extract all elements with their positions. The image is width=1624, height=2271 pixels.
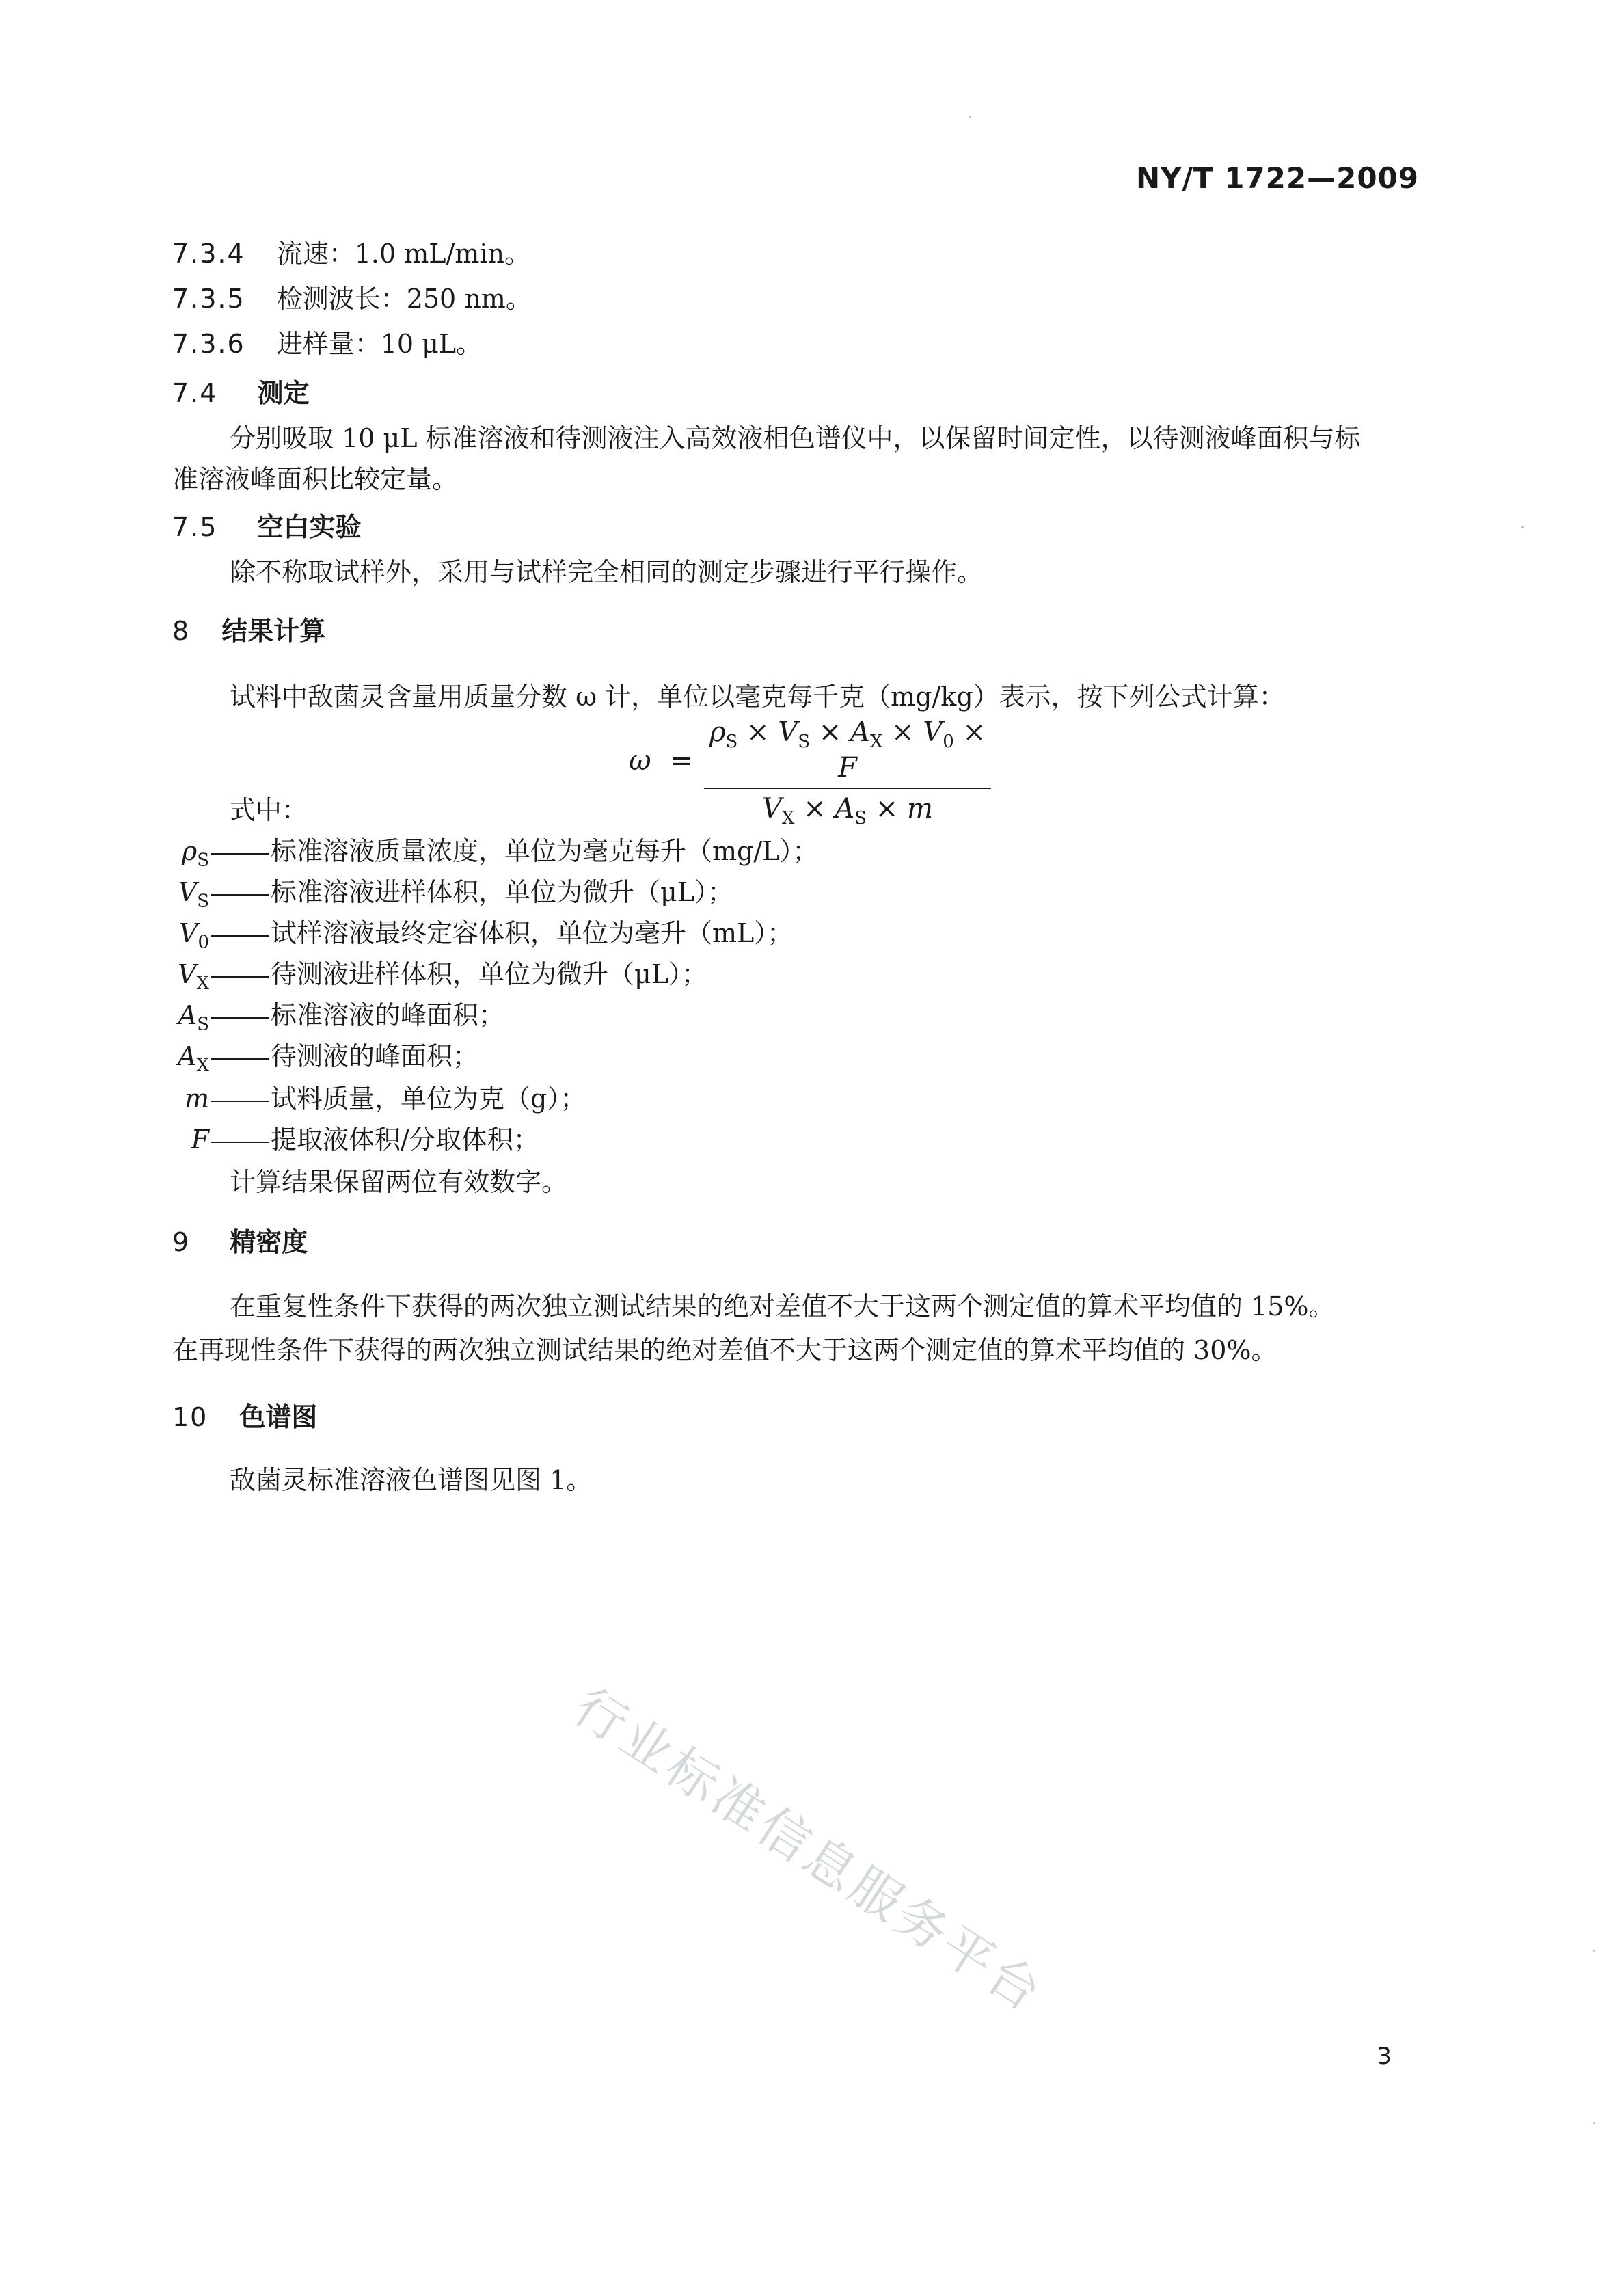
section-number: 9 bbox=[172, 1227, 191, 1257]
variable-v-0 bbox=[148, 920, 793, 952]
paragraph-7-4-line-2: 准溶液峰面积比较定量。 bbox=[172, 464, 459, 494]
paragraph-8-intro: 试料中敌菌灵含量用质量分数 ω 计，单位以毫克每千克（mg/kg）表示，按下列公式计算： bbox=[230, 682, 1285, 712]
section-title: 色谱图 bbox=[239, 1402, 318, 1432]
clause-text: 检测波长：250 nm。 bbox=[276, 284, 532, 314]
formula-equals: = bbox=[670, 745, 693, 777]
variable-symbol: $A_X$ bbox=[178, 1041, 209, 1076]
section-title: 精密度 bbox=[230, 1227, 308, 1257]
clause-text: 进样量：10 μL。 bbox=[276, 329, 483, 359]
section-number: 8 bbox=[172, 616, 191, 646]
variable-description: 试样溶液最终定容体积，单位为毫升（mL）； bbox=[271, 918, 794, 948]
heading-7-5 bbox=[172, 514, 361, 540]
dash bbox=[211, 894, 269, 896]
dash bbox=[211, 853, 269, 855]
paragraph-9-line-1: 在重复性条件下获得的两次独立测试结果的绝对差值不大于这两个测定值的算术平均值的 15%。 bbox=[230, 1291, 1335, 1321]
line-7-3-6 bbox=[172, 331, 482, 357]
section-number: 10 bbox=[172, 1402, 208, 1432]
variable-description: 提取液体积/分取体积； bbox=[271, 1125, 539, 1155]
variable-symbol: $\rho_S$ bbox=[181, 836, 209, 871]
variable-description: 待测液的峰面积； bbox=[271, 1041, 479, 1071]
page-number: 3 bbox=[1377, 2043, 1392, 2070]
variable-description: 标准溶液质量浓度，单位为毫克每升（mg/L）； bbox=[271, 836, 819, 866]
variable-symbol: m bbox=[184, 1084, 209, 1114]
watermark: 行业标准信息服务平台 bbox=[563, 1677, 1055, 2025]
variable-symbol: F bbox=[191, 1125, 209, 1155]
heading-8 bbox=[172, 618, 325, 644]
variable-a-s bbox=[148, 1002, 504, 1034]
scan-speck bbox=[1593, 1950, 1595, 1952]
result-note: 计算结果保留两位有效数字。 bbox=[230, 1167, 568, 1197]
line-7-3-4 bbox=[172, 241, 530, 267]
variable-symbol: $A_S$ bbox=[178, 1000, 209, 1035]
section-number: 7.4 bbox=[172, 378, 218, 408]
dash bbox=[211, 1058, 269, 1060]
variable-a-x bbox=[148, 1043, 478, 1075]
scan-speck bbox=[1593, 2122, 1595, 2124]
heading-7-4 bbox=[172, 380, 309, 406]
where-label: 式中： bbox=[230, 795, 308, 825]
paragraph-9-line-2: 在再现性条件下获得的两次独立测试结果的绝对差值不大于这两个测定值的算术平均值的 30%。 bbox=[172, 1335, 1277, 1365]
scan-speck bbox=[1521, 526, 1524, 528]
variable-description: 标准溶液的峰面积； bbox=[271, 1000, 505, 1030]
formula-lhs: ω bbox=[629, 745, 651, 777]
paragraph-10: 敌菌灵标准溶液色谱图见图 1。 bbox=[230, 1465, 593, 1495]
clause-number: 7.3.4 bbox=[172, 239, 245, 269]
formula-denominator: $V_X \times A_S \times m$ bbox=[762, 793, 933, 829]
variable-m bbox=[148, 1086, 586, 1117]
scan-speck bbox=[969, 116, 971, 118]
paragraph-7-5: 除不称取试样外，采用与试样完全相同的测定步骤进行平行操作。 bbox=[230, 557, 984, 587]
section-title: 结果计算 bbox=[221, 616, 326, 646]
standard-code: NY/T 1722—2009 bbox=[1136, 161, 1419, 195]
variable-v-s bbox=[148, 879, 733, 911]
formula-numerator: $\rho_S \times V_S \times A_X \times V_0 \times F$ bbox=[704, 716, 991, 789]
dash bbox=[211, 976, 269, 978]
clause-number: 7.3.5 bbox=[172, 284, 245, 314]
clause-number: 7.3.6 bbox=[172, 329, 245, 359]
clause-text: 流速：1.0 mL/min。 bbox=[276, 239, 530, 269]
section-title: 测定 bbox=[257, 378, 310, 408]
variable-description: 标准溶液进样体积，单位为微升（μL）； bbox=[271, 877, 733, 907]
variable-v-x bbox=[148, 961, 707, 993]
variable-symbol: $V_X$ bbox=[178, 959, 209, 994]
variable-f bbox=[148, 1127, 539, 1158]
line-7-3-5 bbox=[172, 286, 532, 312]
variable-symbol: $V_S$ bbox=[178, 877, 209, 912]
dash bbox=[211, 935, 269, 937]
formula-fraction bbox=[704, 716, 991, 829]
variable-rho-s bbox=[148, 838, 818, 870]
variable-description: 待测液进样体积，单位为微升（μL）； bbox=[271, 959, 707, 989]
dash bbox=[211, 1142, 269, 1143]
section-number: 7.5 bbox=[172, 512, 218, 542]
dash bbox=[211, 1101, 269, 1102]
section-title: 空白实验 bbox=[257, 512, 362, 542]
variable-symbol: $V_0$ bbox=[179, 918, 209, 953]
heading-10 bbox=[172, 1404, 317, 1430]
paragraph-7-4-line-1: 分别吸取 10 μL 标准溶液和待测液注入高效液相色谱仪中，以保留时间定性，以待测液峰面积与标 bbox=[230, 423, 1361, 453]
heading-9 bbox=[172, 1229, 308, 1255]
dash bbox=[211, 1017, 269, 1019]
variable-description: 试料质量，单位为克（g）； bbox=[271, 1084, 586, 1114]
